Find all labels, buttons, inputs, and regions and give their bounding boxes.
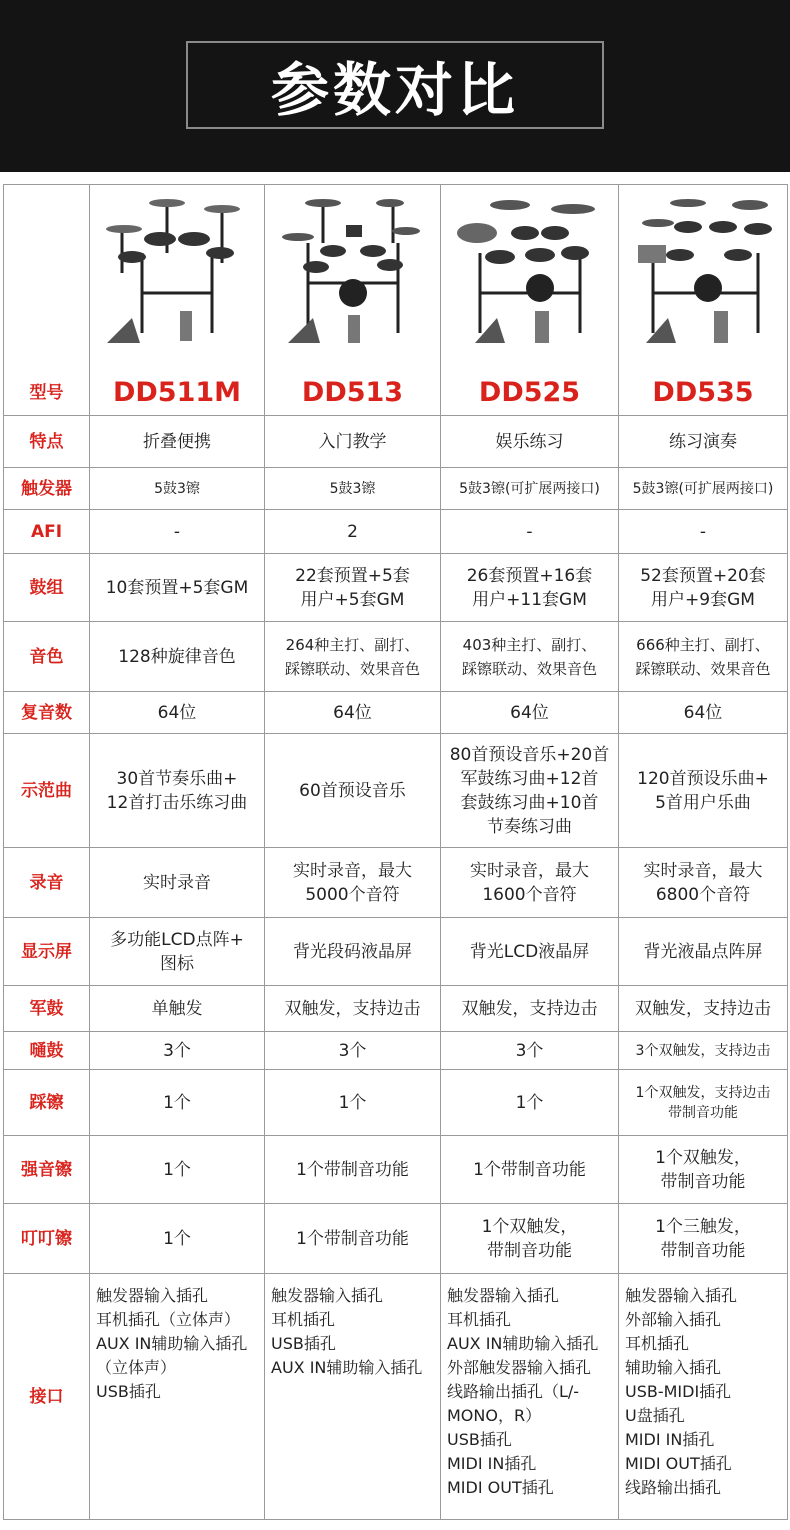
- spec-cell: 双触发，支持边击: [441, 986, 619, 1032]
- drum-kit-dd511m-icon: [90, 193, 264, 371]
- spec-cell: 30首节奏乐曲+ 12首打击乐练习曲: [90, 734, 265, 848]
- spec-cell: 触发器输入插孔 耳机插孔 AUX IN辅助输入插孔 外部触发器输入插孔 线路输出插孔（L/- MONO，R） USB插孔 MIDI IN插孔 MIDI OUT插孔: [441, 1274, 619, 1520]
- model-name: DD525: [478, 377, 581, 408]
- spec-cell: 3个: [90, 1032, 265, 1070]
- spec-cell: 实时录音: [90, 848, 265, 918]
- spec-cell: 1个带制音功能: [265, 1136, 441, 1204]
- spec-cell: -: [619, 510, 788, 554]
- row-label: 强音镲: [4, 1136, 90, 1204]
- spec-cell: 入门教学: [265, 416, 441, 468]
- spec-cell: 触发器输入插孔 耳机插孔 USB插孔 AUX IN辅助输入插孔: [265, 1274, 441, 1520]
- spec-cell: 2: [265, 510, 441, 554]
- spec-cell: 26套预置+16套 用户+11套GM: [441, 554, 619, 622]
- model-cell: [265, 185, 441, 416]
- spec-cell: 64位: [90, 692, 265, 734]
- spec-cell: 22套预置+5套 用户+5套GM: [265, 554, 441, 622]
- spec-row: [4, 510, 788, 554]
- row-label: AFI: [4, 510, 90, 554]
- row-label: 军鼓: [4, 986, 90, 1032]
- spec-cell: 折叠便携: [90, 416, 265, 468]
- spec-row: [4, 1204, 788, 1274]
- spec-row: [4, 848, 788, 918]
- spec-cell: 1个双触发，支持边击 带制音功能: [619, 1070, 788, 1136]
- spec-cell: 双触发，支持边击: [265, 986, 441, 1032]
- spec-cell: 5鼓3镲(可扩展两接口): [619, 468, 788, 510]
- spec-cell: 触发器输入插孔 外部输入插孔 耳机插孔 辅助输入插孔 USB-MIDI插孔 U盘插孔 MIDI IN插孔 MIDI OUT插孔 线路输出插孔: [619, 1274, 788, 1520]
- spec-cell: 64位: [619, 692, 788, 734]
- spec-cell: 背光段码液晶屏: [265, 918, 441, 986]
- row-label: 录音: [4, 848, 90, 918]
- row-label: 触发器: [4, 468, 90, 510]
- model-row: [4, 185, 788, 416]
- header-banner: [0, 0, 790, 172]
- spec-cell: 1个双触发， 带制音功能: [441, 1204, 619, 1274]
- spec-cell: 实时录音，最大 5000个音符: [265, 848, 441, 918]
- spec-cell: 1个: [90, 1070, 265, 1136]
- spec-row: [4, 1070, 788, 1136]
- row-label: 音色: [4, 622, 90, 692]
- row-label: 型号: [4, 185, 90, 416]
- spec-cell: 单触发: [90, 986, 265, 1032]
- spec-cell: 1个带制音功能: [265, 1204, 441, 1274]
- row-label: 示范曲: [4, 734, 90, 848]
- spec-row: [4, 1136, 788, 1204]
- spec-cell: 1个: [265, 1070, 441, 1136]
- drum-kit-dd525-icon: [441, 193, 618, 371]
- spec-cell: 52套预置+20套 用户+9套GM: [619, 554, 788, 622]
- drum-kit-dd535-icon: [619, 193, 787, 371]
- page-title: 参数对比: [186, 41, 604, 129]
- spec-row: [4, 554, 788, 622]
- spec-cell: 64位: [441, 692, 619, 734]
- spec-cell: 多功能LCD点阵+ 图标: [90, 918, 265, 986]
- spec-row: [4, 918, 788, 986]
- spec-cell: 5鼓3镲: [90, 468, 265, 510]
- spec-cell: 实时录音，最大 1600个音符: [441, 848, 619, 918]
- model-name: DD513: [301, 377, 404, 408]
- model-name: DD511M: [112, 377, 242, 408]
- row-label: 复音数: [4, 692, 90, 734]
- spec-cell: 80首预设音乐+20首 军鼓练习曲+12首 套鼓练习曲+10首 节奏练习曲: [441, 734, 619, 848]
- spec-cell: 5鼓3镲: [265, 468, 441, 510]
- spec-cell: 3个: [441, 1032, 619, 1070]
- spec-row: [4, 468, 788, 510]
- spec-cell: 触发器输入插孔 耳机插孔（立体声） AUX IN辅助输入插孔 （立体声） USB插孔: [90, 1274, 265, 1520]
- spec-cell: 双触发，支持边击: [619, 986, 788, 1032]
- spec-cell: 60首预设音乐: [265, 734, 441, 848]
- spec-cell: -: [441, 510, 619, 554]
- spec-cell: 3个双触发，支持边击: [619, 1032, 788, 1070]
- spec-cell: 3个: [265, 1032, 441, 1070]
- spec-cell: 5鼓3镲(可扩展两接口): [441, 468, 619, 510]
- drum-kit-dd513-icon: [265, 193, 440, 371]
- row-label: 特点: [4, 416, 90, 468]
- row-label: 踩镲: [4, 1070, 90, 1136]
- spec-cell: 1个三触发， 带制音功能: [619, 1204, 788, 1274]
- spec-cell: 10套预置+5套GM: [90, 554, 265, 622]
- spec-comparison-table: [3, 184, 788, 1520]
- row-label: 鼓组: [4, 554, 90, 622]
- spec-cell: 128种旋律音色: [90, 622, 265, 692]
- spec-row: [4, 986, 788, 1032]
- spec-cell: 64位: [265, 692, 441, 734]
- spec-cell: 1个: [90, 1204, 265, 1274]
- row-label: 显示屏: [4, 918, 90, 986]
- row-label: 叮叮镲: [4, 1204, 90, 1274]
- spec-cell: 1个: [441, 1070, 619, 1136]
- spec-cell: 1个: [90, 1136, 265, 1204]
- spec-cell: -: [90, 510, 265, 554]
- spec-row: [4, 734, 788, 848]
- model-cell: [441, 185, 619, 416]
- spec-row: [4, 692, 788, 734]
- spec-cell: 练习演奏: [619, 416, 788, 468]
- spec-cell: 1个带制音功能: [441, 1136, 619, 1204]
- spec-cell: 实时录音，最大 6800个音符: [619, 848, 788, 918]
- spec-row: [4, 1032, 788, 1070]
- spec-cell: 120首预设乐曲+ 5首用户乐曲: [619, 734, 788, 848]
- model-cell: [90, 185, 265, 416]
- spec-cell: 背光LCD液晶屏: [441, 918, 619, 986]
- spec-row: [4, 1274, 788, 1520]
- spec-cell: 娱乐练习: [441, 416, 619, 468]
- row-label: 嗵鼓: [4, 1032, 90, 1070]
- model-name: DD535: [652, 377, 754, 408]
- spec-cell: 264种主打、副打、 踩镲联动、效果音色: [265, 622, 441, 692]
- spec-row: [4, 622, 788, 692]
- spec-row: [4, 416, 788, 468]
- model-cell: [619, 185, 788, 416]
- spec-cell: 666种主打、副打、 踩镲联动、效果音色: [619, 622, 788, 692]
- spec-cell: 背光液晶点阵屏: [619, 918, 788, 986]
- spec-cell: 403种主打、副打、 踩镲联动、效果音色: [441, 622, 619, 692]
- row-label: 接口: [4, 1274, 90, 1520]
- spec-cell: 1个双触发， 带制音功能: [619, 1136, 788, 1204]
